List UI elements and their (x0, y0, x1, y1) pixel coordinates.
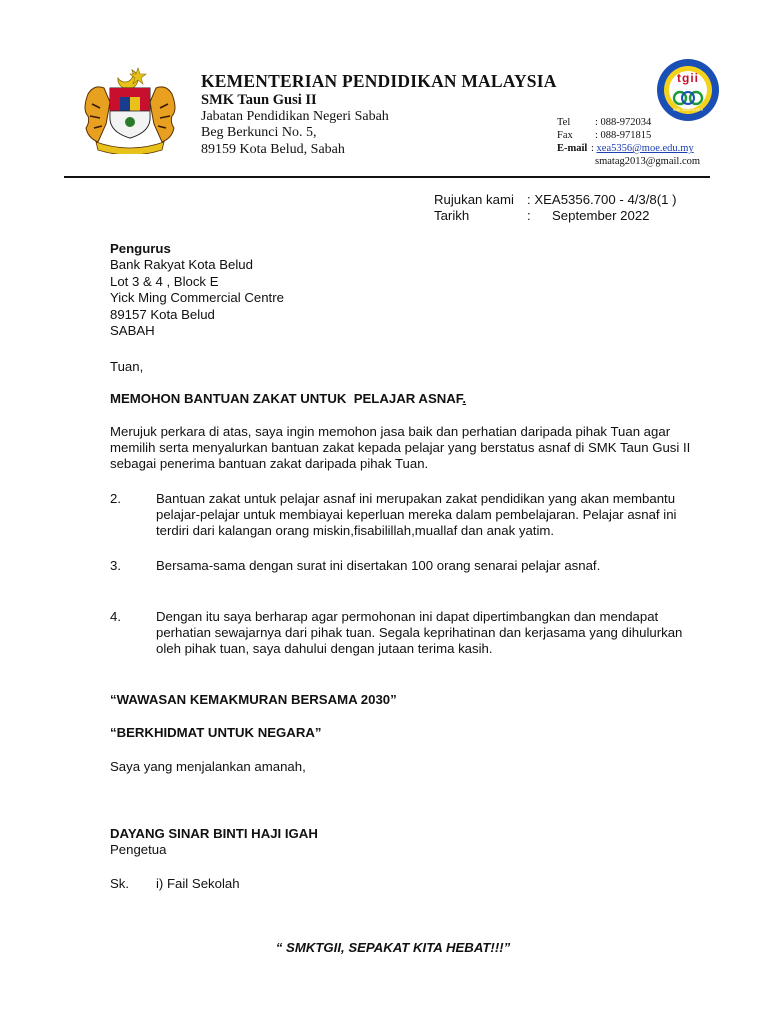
date-label: Tarikh (434, 208, 470, 223)
recipient-line: SABAH (110, 323, 155, 338)
intro-line: memilih serta menyalurkan bantuan zakat kepada pelajar yang berstatus asnaf di SMK Taun Gusi II (110, 440, 691, 455)
intro-line: Merujuk perkara di atas, saya ingin memohon jasa baik dan perhatian daripada pihak Tuan agar (110, 424, 671, 439)
header-divider (64, 176, 710, 178)
recipient-title: Pengurus (110, 241, 171, 256)
contact-block (557, 116, 700, 168)
date-colon: : (527, 208, 531, 223)
point-paragraph (156, 558, 600, 574)
signatory-name: DAYANG SINAR BINTI HAJI IGAH (110, 826, 318, 841)
tel-label: Tel (557, 117, 571, 128)
signatory-position: Pengetua (110, 842, 167, 857)
tel-value: : 088-972034 (595, 117, 652, 128)
intro-paragraph (110, 424, 690, 472)
school-logo-emblem (656, 58, 720, 122)
recipient-address (110, 257, 284, 339)
point-paragraph (156, 491, 676, 539)
recipient-line: 89157 Kota Belud (110, 306, 215, 322)
closing-line: Saya yang menjalankan amanah, (110, 759, 306, 774)
recipient-line: Lot 3 & 4 , Block E (110, 273, 219, 289)
logo-text: tgii (677, 71, 699, 85)
subject-tail: . (462, 391, 467, 406)
point-number: 2. (110, 491, 121, 506)
recipient-line: Bank Rakyat Kota Belud (110, 257, 253, 272)
fax-label: Fax (557, 130, 573, 141)
point-paragraph (156, 609, 682, 657)
ministry-title: KEMENTERIAN PENDIDIKAN MALAYSIA (201, 71, 557, 91)
address-line-1: Beg Berkunci No. 5, (201, 125, 317, 140)
salutation: Tuan, (110, 359, 144, 374)
slogan-berkhidmat: “BERKHIDMAT UNTUK NEGARA” (110, 725, 322, 740)
email-alt: smatag2013@gmail.com (595, 156, 701, 167)
date-value: September 2022 (552, 208, 650, 223)
malaysia-coat-of-arms-emblem (80, 64, 180, 154)
fax-value: : 088-971815 (595, 130, 652, 141)
point-number: 3. (110, 558, 121, 573)
department-name: Jabatan Pendidikan Negeri Sabah (201, 109, 389, 124)
recipient-line: Yick Ming Commercial Centre (110, 290, 284, 305)
cc-item: i) Fail Sekolah (156, 876, 240, 891)
point-number: 4. (110, 609, 121, 624)
point-line: oleh pihak tuan, saya dahului dengan jutaan terima kasih. (156, 641, 493, 656)
point-line: Bantuan zakat untuk pelajar asnaf ini merupakan zakat pendidikan yang akan membantu (156, 491, 676, 506)
footer-motto: “ SMKTGII, SEPAKAT KITA HEBAT!!!” (275, 940, 511, 955)
email-label: E-mail (557, 143, 588, 154)
email-link[interactable]: xea5356@moe.edu.my (596, 143, 694, 154)
point-line: pelajar-pelajar untuk membiayai keperluan mereka dalam pembelajaran. Pelajar asnaf ini (156, 507, 677, 522)
cc-label: Sk. (110, 876, 130, 891)
point-line: perhatian sewajarnya dari pihak tuan. Segala keprihatinan dan kerjasama yang dihulurkan (156, 625, 683, 640)
point-line: Dengan itu saya berharap agar permohonan ini dapat dipertimbangkan dan mendapat (156, 609, 659, 624)
point-line: Bersama-sama dengan surat ini disertakan 100 orang senarai pelajar asnaf. (156, 558, 601, 573)
slogan-wawasan: “WAWASAN KEMAKMURAN BERSAMA 2030” (110, 692, 397, 707)
letter-subject (110, 391, 466, 407)
address-line-2: 89159 Kota Belud, Sabah (201, 142, 345, 157)
subject-text: MEMOHON BANTUAN ZAKAT UNTUK PELAJAR ASNAF (110, 391, 463, 406)
point-line: terdiri dari kalangan orang miskin,fisabilillah,muallaf dan anak yatim. (156, 523, 555, 538)
ref-value: : XEA5356.700 - 4/3/8(1 ) (527, 192, 677, 207)
email-colon: : (591, 143, 594, 154)
school-name: SMK Taun Gusi II (201, 92, 317, 108)
logo-ring-text: SMK TAUN GUSI II (672, 108, 704, 112)
intro-line: sebagai penerima bantuan zakat daripada pihak Tuan. (110, 456, 429, 471)
ref-label: Rujukan kami (434, 192, 514, 207)
